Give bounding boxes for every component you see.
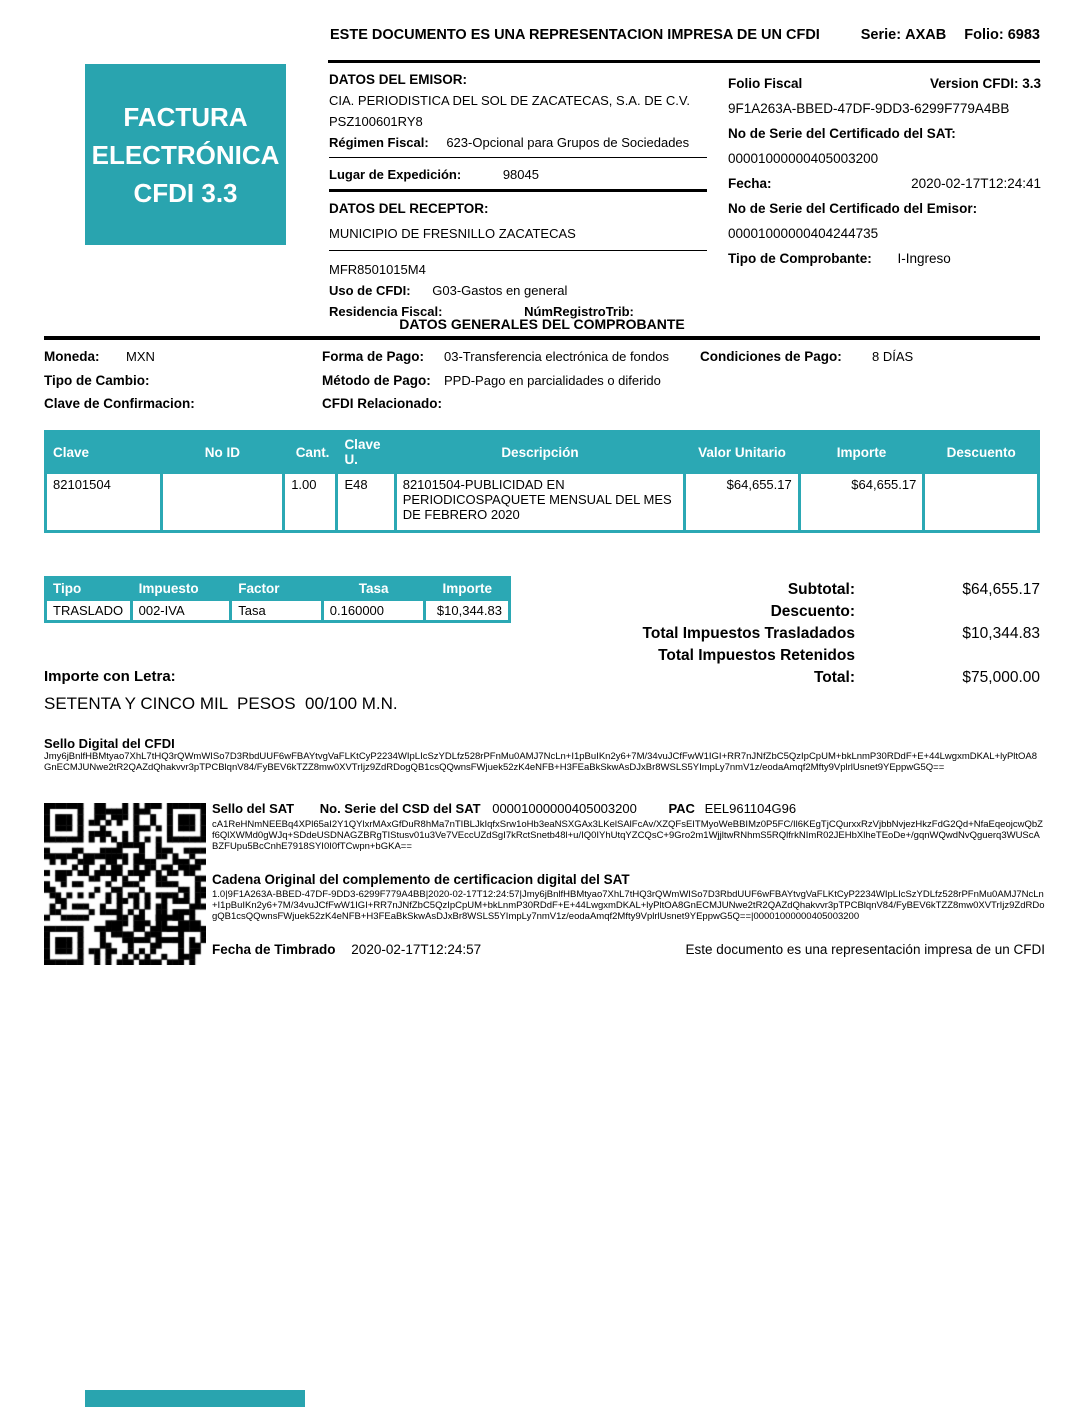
timbrado-right-note: Este documento es una representación impresa de un CFDI: [685, 942, 1045, 957]
fecha-timbrado-value: 2020-02-17T12:24:57: [351, 942, 482, 957]
item-descuento: [925, 474, 1037, 530]
serie-sat-label: No de Serie del Certificado del SAT:: [728, 126, 956, 141]
cadena-value: 1.0|9F1A263A-BBED-47DF-9DD3-6299F779A4BB|2020-02-17T12:24:57|Jmy6jBnlfHBMtyao7XhL7tHQ3rQWmWISo7D3RbdUUF6wFBAYtvgVaFLKtCyP2234WIpLIcSzYDLfz528rPFnMu0AMJ7NcLn+I1pBuIKn2y6+7M/34vuJCfFwW1IGI+RR7nJNfZbC5QzIpCpUM+bkLnmP30RDdF+E+44LwgxmDKAL+lyPltOA8GnECMJUNwe2tR2QAZdQhakvvr3pTPCBlqnV84/FyBEV6kTZZ8mw0XVTrIjz9ZdRDogQB1csQQwnsFWjuek52zK4eNFB+H3FEaBkSkwAsDJxBr8WSLS5YImpLy7nmV1z/eodaAmqf2Mfty9VplrlUsnet9YEppwG5Q==|00001000000405003200: [212, 889, 1045, 922]
col-descripcion: Descripción: [397, 433, 683, 471]
items-table: [44, 430, 1040, 533]
csd-sat-label: No. Serie del CSD del SAT: [319, 801, 481, 816]
emisor-name: CIA. PERIODISTICA DEL SOL DE ZACATECAS, S.A. DE C.V.: [329, 93, 690, 108]
condiciones-label: Condiciones de Pago:: [700, 349, 842, 364]
serie-label: Serie:: [860, 27, 902, 43]
factura-brand-box: [85, 64, 286, 245]
regimen-label: Régimen Fiscal:: [329, 135, 429, 150]
total-value: $75,000.00: [962, 669, 1040, 686]
regimen-row: [329, 134, 707, 151]
sat-block: [212, 801, 1045, 852]
tipo-comprobante-label: Tipo de Comprobante:: [728, 251, 872, 266]
tipo-comprobante-row: [728, 246, 1041, 271]
folio-fiscal-row: [728, 71, 1041, 96]
uso-cfdi-row: [329, 282, 707, 299]
tax-tasa: 0.160000: [324, 601, 424, 620]
metodo-pago-value: PPD-Pago en parcialidades o diferido: [444, 373, 661, 388]
moneda-value: MXN: [126, 349, 155, 364]
importe-letra-label: Importe con Letra:: [44, 668, 176, 685]
importe-letra-value: SETENTA Y CINCO MIL PESOS 00/100 M.N.: [44, 694, 398, 713]
descuento-label: Descuento:: [770, 603, 855, 620]
lugar-row: [329, 166, 707, 183]
tipo-comprobante-value: I-Ingreso: [897, 251, 951, 266]
serie-emisor-label: No de Serie del Certificado del Emisor:: [728, 201, 978, 216]
folio-fiscal-label: Folio Fiscal: [728, 76, 803, 91]
tax-col-tipo: Tipo: [47, 579, 130, 598]
serie-emisor-value: 00001000000404244735: [728, 226, 879, 241]
tax-col-importe: Importe: [426, 579, 508, 598]
pac-label: PAC: [668, 801, 695, 816]
emisor-thin-rule: [329, 157, 707, 158]
item-descripcion: 82101504-PUBLICIDAD EN PERIODICOSPAQUETE MENSUAL DEL MES DE FEBRERO 2020: [397, 474, 683, 530]
uso-cfdi-label: Uso de CFDI:: [329, 283, 411, 298]
col-cant: Cant.: [285, 433, 335, 471]
cadena-label: Cadena Original del complemento de certificacion digital del SAT: [212, 872, 630, 887]
csd-sat-value: 00001000000405003200: [492, 801, 637, 816]
fecha-label: Fecha:: [728, 176, 772, 191]
trasladados-label: Total Impuestos Trasladados: [642, 625, 855, 642]
forma-pago-label: Forma de Pago:: [322, 349, 425, 364]
item-clave: 82101504: [47, 474, 160, 530]
serie-value: AXAB: [905, 27, 947, 43]
brand-line2: ELECTRÓNICA: [91, 139, 280, 170]
col-clave-u: Clave U.: [338, 433, 393, 471]
total-label: Total:: [813, 669, 855, 686]
fecha-row: [728, 171, 1041, 196]
footer-brand-bar: [85, 1390, 305, 1407]
col-importe: Importe: [801, 433, 923, 471]
receptor-thin-rule: [329, 250, 707, 251]
item-valor-unitario: $64,655.17: [686, 474, 798, 530]
fecha-value: 2020-02-17T12:24:41: [911, 176, 1041, 191]
emisor-receptor-section: [329, 71, 707, 324]
forma-pago-value: 03-Transferencia electrónica de fondos: [444, 349, 669, 364]
clave-confirmacion-label: Clave de Confirmacion:: [44, 396, 195, 411]
uuid-value: 9F1A263A-BBED-47DF-9DD3-6299F779A4BB: [728, 101, 1010, 116]
item-clave-u: E48: [338, 474, 393, 530]
sello-cfdi-value: Jmy6jBnlfHBMtyao7XhL7tHQ3rQWmWISo7D3RbdUUF6wFBAYtvgVaFLKtCyP2234WIpLIcSzYDLfz528rPFnMu0AMJ7NcLn+I1pBuIKn2y6+7M/34vuJCfFwW1IGI+RR7nJNfZbC5QzIpCpUM+bkLnmP30RDdF+E+44LwgxmDKAL+lyPltOA8GnECMJUNwe2tR2QAZdQhakvvr3pTPCBlqnV84/FyBEV6kTZZ8mw0XVTrIjz9ZdRDogQB1csQQwnsFWjuek52zK4eNFB+H3FEaBkSkwAsDJxBr8WSLS5YImpLy7nmV1z/eodaAmqf2Mfty9VplrlUsnet9YEppwG5Q==: [44, 751, 1038, 773]
tax-col-impuesto: Impuesto: [133, 579, 230, 598]
document-header: [330, 27, 1040, 43]
trasladados-value: $10,344.83: [962, 625, 1040, 642]
col-clave: Clave: [47, 433, 160, 471]
tax-importe: $10,344.83: [426, 601, 508, 620]
generales-title: DATOS GENERALES DEL COMPROBANTE: [399, 316, 685, 332]
sello-sat-value: cA1ReHNmNEEBq4XPl65aI2Y1QYlxrMAxGfDuR8hMa7nTIBLJkIqfxSrw1oHb3eaNSXGAx3LKelSAlFcAv/XZQFsEITMyoWeBBIMz0P5FC/Il6KEgTjCQurxxRzVjbbNvjezHkzFdG2Qd+NfaEqeojcwQbZf6QlXWMd0gWJq+SDdeUSDNAGZBRgTIStusv01u3Ve7VEccUZdSgI7kRctSnetb48l+u/IQ0IYhUtqYZCQsC+9Gro2m1WjjltwRNhmS5RQlfrkNImR02JEHbXlheTEoDe+/gqnWQwdNvQguerq3WUScABZFUpu5BcCnhE7918SYI0I0fTCwpn+bGKA==: [212, 819, 1043, 852]
tax-header-row: [47, 579, 508, 598]
lugar-label: Lugar de Expedición:: [329, 167, 462, 182]
cadena-block: [212, 872, 1045, 922]
sat-qr-code: [44, 803, 206, 965]
items-header-row: [47, 433, 1037, 471]
item-importe: $64,655.17: [801, 474, 923, 530]
timbrado-left: [212, 942, 481, 957]
sello-cfdi-label: Sello Digital del CFDI: [44, 736, 175, 751]
moneda-label: Moneda:: [44, 349, 100, 364]
residencia-label: Residencia Fiscal:: [329, 304, 443, 319]
receptor-name: MUNICIPIO DE FRESNILLO ZACATECAS: [329, 226, 576, 241]
tax-row: [47, 601, 508, 620]
emisor-rfc: PSZ100601RY8: [329, 114, 423, 129]
emisor-thick-rule: [329, 189, 707, 192]
col-valor-unitario: Valor Unitario: [686, 433, 798, 471]
receptor-section-label: DATOS DEL RECEPTOR:: [329, 201, 489, 216]
tax-tipo: TRASLADO: [47, 601, 130, 620]
sat-header-row: [212, 801, 1045, 816]
brand-line3: CFDI 3.3: [133, 177, 238, 208]
fiscal-data-section: [728, 71, 1041, 271]
pac-value: EEL961104G96: [704, 801, 797, 816]
subtotal-label: Subtotal:: [787, 581, 855, 598]
fecha-timbrado-label: Fecha de Timbrado: [212, 942, 336, 957]
tax-factor: Tasa: [232, 601, 321, 620]
regimen-value: 623-Opcional para Grupos de Sociedades: [446, 135, 690, 150]
tipo-cambio-label: Tipo de Cambio:: [44, 373, 150, 388]
header-title: ESTE DOCUMENTO ES UNA REPRESENTACION IMPRESA DE UN CFDI: [330, 27, 820, 43]
tax-col-factor: Factor: [232, 579, 321, 598]
emisor-section-label: DATOS DEL EMISOR:: [329, 72, 468, 87]
version-cfdi-label: Version CFDI: 3.3: [929, 76, 1041, 91]
subtotal-value: $64,655.17: [962, 581, 1040, 598]
lugar-value: 98045: [502, 167, 539, 182]
item-row: [47, 474, 1037, 530]
numregistro-label: NúmRegistroTrib:: [524, 304, 634, 319]
tax-impuesto: 002-IVA: [133, 601, 230, 620]
folio-value: 6983: [1007, 27, 1040, 43]
metodo-pago-label: Método de Pago:: [322, 373, 431, 388]
folio-label: Folio:: [964, 27, 1004, 43]
uso-cfdi-value: G03-Gastos en general: [432, 283, 568, 298]
tax-table: [44, 576, 511, 623]
timbrado-row: [212, 942, 1045, 957]
item-cant: 1.00: [285, 474, 335, 530]
col-descuento: Descuento: [925, 433, 1037, 471]
sello-sat-label: Sello del SAT: [212, 801, 295, 816]
item-no-id: [163, 474, 283, 530]
header-rule: [328, 60, 1040, 63]
brand-line1: FACTURA: [123, 101, 248, 132]
retenidos-label: Total Impuestos Retenidos: [658, 647, 855, 664]
tax-col-tasa: Tasa: [324, 579, 424, 598]
serie-sat-value: 00001000000405003200: [728, 151, 879, 166]
condiciones-value: 8 DÍAS: [872, 349, 914, 364]
serie-folio: [861, 27, 1040, 43]
cfdi-relacionado-label: CFDI Relacionado:: [322, 396, 443, 411]
col-no-id: No ID: [163, 433, 283, 471]
generales-rule: [44, 336, 1040, 340]
receptor-rfc: MFR8501015M4: [329, 262, 426, 277]
